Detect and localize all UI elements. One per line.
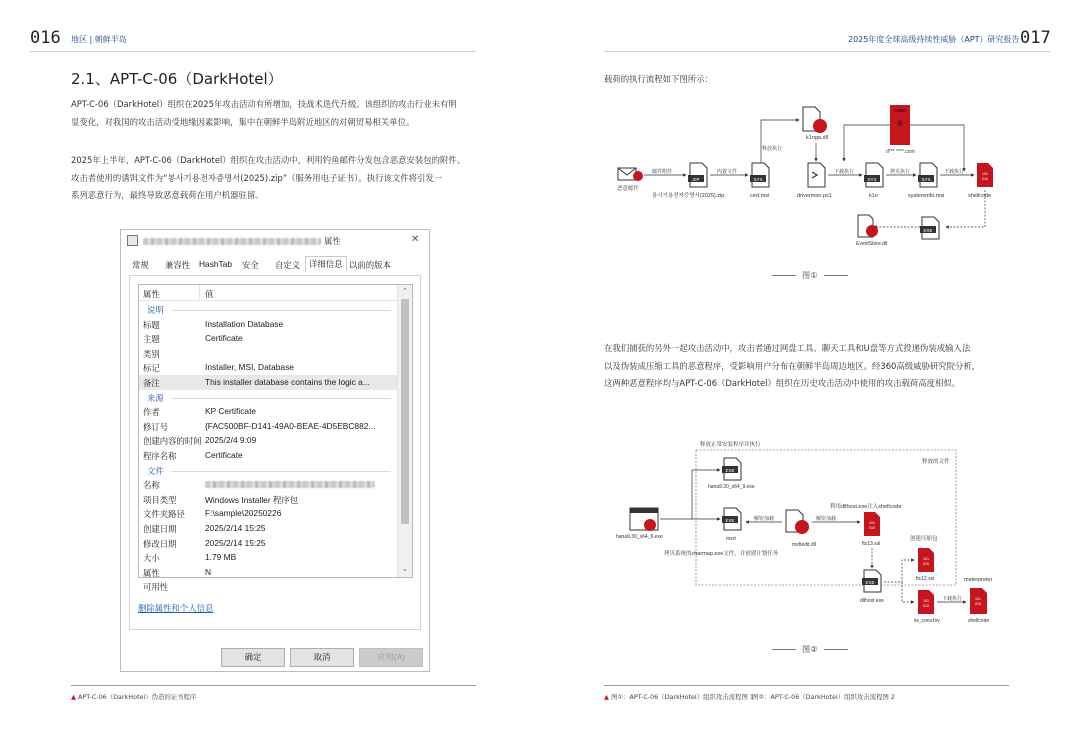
ftc13-label: ftc13.ssl — [862, 541, 881, 547]
property-group-header — [139, 302, 397, 317]
apply-button[interactable]: 应用(A) — [359, 648, 423, 667]
group-divider — [171, 310, 391, 311]
property-row[interactable] — [139, 477, 397, 492]
inject-note: 利用dllhost.exe注入shellcode — [830, 504, 902, 510]
cert-label: cert.msi — [750, 193, 770, 199]
sys-tag-2: SYS — [867, 177, 877, 182]
eventstore-dll-icon — [858, 215, 878, 237]
edge-download-label: 下载执行 — [942, 596, 963, 602]
property-row[interactable] — [139, 492, 397, 507]
ftc12-label: ftc12.ssl — [916, 576, 935, 582]
ok-button[interactable]: 确定 — [221, 648, 285, 667]
tab-previous-versions[interactable]: 以前的版本 — [349, 260, 391, 270]
k1nga-sub-label: 释放执行 — [762, 146, 783, 152]
right-para-line: 这两种恶意程序均与APT-C-06（DarkHotel）组织在历史攻击活动中使用的攻击载荷高度相似。 — [604, 378, 961, 388]
release-exec-label: 释放正常安装程序并执行 — [700, 442, 761, 448]
svg-text:101: 101 — [982, 172, 988, 176]
group-label: 文件 — [147, 465, 164, 476]
edge-server-driver — [844, 125, 890, 161]
k1o-label: k1o — [869, 193, 878, 199]
exe-tag-c: EXE — [865, 580, 875, 585]
edge-to-ftc12 — [884, 560, 914, 582]
edge-unpack-label: 解密加载 — [754, 516, 775, 522]
property-row[interactable] — [139, 346, 397, 361]
property-value: Certificate — [205, 450, 243, 460]
dllhost-label: dllhost.exe — [860, 598, 884, 604]
released-files-label: 释放的文件 — [922, 459, 950, 465]
property-value: Installation Database — [205, 318, 284, 329]
properties-dialog — [120, 229, 430, 672]
scrollbar-thumb[interactable] — [401, 299, 409, 524]
left-footer-caption — [71, 692, 196, 701]
k1nga-dll-icon — [803, 107, 827, 133]
property-row[interactable] — [139, 433, 397, 448]
property-value: 1.79 MB — [205, 552, 237, 563]
property-value: This installer database contains the logic a... — [205, 377, 370, 387]
svg-text:010: 010 — [923, 604, 929, 608]
iwconv-payload-icon — [918, 590, 934, 614]
property-row[interactable] — [139, 404, 397, 419]
scroll-up-icon[interactable]: ⌃ — [402, 288, 408, 295]
right-footer-caption-1 — [604, 692, 754, 701]
remove-properties-link[interactable]: 删除属性和个人信息 — [138, 603, 214, 613]
shellcode-2-label: shellcode — [968, 618, 990, 624]
svg-text:010: 010 — [869, 526, 875, 530]
shellcode-file-icon — [977, 163, 993, 187]
property-name: 名称 — [143, 480, 160, 491]
left-paragraph-2 — [71, 152, 481, 205]
right-header-rule — [604, 51, 1050, 52]
edge-copy-label: 拷贝执行 — [890, 169, 911, 175]
svg-text:101: 101 — [869, 521, 875, 525]
meterpreter-shellcode-icon — [970, 588, 987, 614]
figure-1-caption — [766, 270, 854, 281]
server-label: d*** ****.com — [886, 149, 915, 155]
systeminfo-label: systeminfo.msi — [908, 193, 945, 199]
shellcode-label: shellcode — [968, 193, 992, 199]
property-row[interactable] — [139, 360, 397, 375]
property-name: 修改日期 — [143, 538, 177, 549]
left-para1-line: APT-C-06（DarkHotel）组织在2025年攻击活动有所增加，技战术迭代升级。该组织的攻击行业未有明 — [71, 99, 457, 109]
tab-compatibility[interactable]: 兼容性 — [165, 260, 191, 270]
exe-tag-1: EXE — [923, 228, 933, 233]
property-name: 大小 — [143, 553, 160, 564]
tab-hashtab[interactable]: HashTab — [199, 259, 233, 269]
left-footer-text: APT-C-06（DarkHotel）伪造的证书程序 — [77, 693, 197, 701]
property-name: 主题 — [143, 334, 160, 345]
svg-text:101: 101 — [923, 599, 929, 603]
property-name: 标记 — [143, 363, 160, 374]
property-group-header — [139, 463, 397, 478]
list-scrollbar[interactable] — [397, 285, 412, 577]
meterpreter-label: meterpreter — [964, 577, 993, 583]
msftedit-dll-icon — [786, 510, 809, 534]
sys-tag-3: SYS — [921, 177, 931, 182]
email-icon — [618, 168, 643, 181]
svg-text:010: 010 — [923, 562, 929, 566]
property-name: 创建内容的时间 — [143, 436, 202, 447]
right-footer-caption-2: 图②：APT-C-06（DarkHotel）组织攻击流程图 2 — [752, 693, 895, 701]
left-section-label: 地区 | 朝鲜半岛 — [71, 35, 127, 44]
left-para1-line: 显变化，对我国的攻击活动受地缘因素影响，集中在朝鲜半岛附近地区的对朝贸易相关单位。 — [71, 116, 415, 127]
property-value: KP Certificate — [205, 406, 257, 417]
edge-to-k1nga — [761, 120, 799, 163]
group-divider — [171, 471, 391, 472]
property-name: 可用性 — [143, 582, 169, 593]
property-value: Installer, MSI, Database — [205, 362, 294, 373]
right-footer-text-1: 图①：APT-C-06（DarkHotel）组织攻击流程图 1 — [610, 693, 754, 701]
figure-1-label: 图① — [802, 270, 818, 280]
zip-label: 봉사기용전자증명서(2025).zip — [652, 193, 725, 199]
ftc12-payload-icon — [918, 548, 934, 572]
property-row[interactable] — [139, 550, 397, 565]
right-para-line: 在我们捕获的另外一起攻击活动中，攻击者通过网盘工具、聊天工具和U盘等方式投递伪装成输入法 — [604, 343, 971, 353]
msi-file-icon — [750, 163, 769, 187]
cancel-button[interactable]: 取消 — [290, 648, 354, 667]
scroll-down-icon[interactable]: ⌄ — [402, 566, 408, 573]
property-name: 修订号 — [143, 421, 169, 432]
hana-exe-label: hana9.30_x64_9.exe — [708, 484, 755, 490]
close-icon[interactable]: ✕ — [411, 234, 420, 245]
k1o-file-icon — [864, 163, 883, 187]
property-row[interactable] — [139, 506, 397, 521]
installer-file-icon — [127, 235, 138, 246]
details-panel — [129, 275, 421, 630]
property-row[interactable] — [139, 375, 397, 390]
hana-source-label: hana9.30_x64_9.exe — [616, 534, 663, 540]
property-row[interactable] — [139, 331, 397, 346]
ftc13-payload-icon — [864, 512, 880, 536]
msftedit-label: msftedit.dll — [792, 542, 816, 548]
dialog-titlebar — [121, 230, 429, 252]
tab-details[interactable]: 详细信息 — [305, 256, 347, 272]
column-value[interactable]: 值 — [205, 289, 214, 299]
property-row[interactable] — [139, 565, 397, 580]
caption-triangle-icon: ▲ — [71, 693, 76, 701]
property-row[interactable] — [139, 521, 397, 536]
driver-label: drivermon.ps1 — [797, 193, 832, 199]
hana-installer-icon — [630, 508, 658, 531]
property-row[interactable] — [139, 579, 397, 594]
svg-text:101: 101 — [975, 597, 981, 601]
property-list[interactable] — [138, 284, 413, 593]
left-para2-line: 2025年上半年，APT-C-06（DarkHotel）组织在攻击活动中，利用钓鱼邮件分发包含恶意安装包的附件。 — [71, 155, 466, 165]
property-name: 类别 — [143, 348, 160, 359]
c2-server-icon — [890, 105, 910, 145]
property-value: Certificate — [205, 333, 243, 344]
property-value: {FAC500BF-D141-49A0-BEAE-4D5EBC882... — [205, 420, 376, 431]
redacted-filename — [205, 481, 375, 488]
group-divider — [171, 398, 391, 399]
diagram-intro: 载荷的执行流程如下图所示： — [604, 74, 713, 84]
edge-embedded-label: 内置文件 — [717, 169, 738, 175]
left-para2-line: 攻击者使用的诱饵文件为“봉사기용전자증명서(2025).zip”（服务用电子证书）。执行该文件将引发一 — [71, 172, 443, 183]
property-name: 程序名称 — [143, 451, 177, 461]
email-label: 恶意邮件 — [617, 186, 640, 192]
caption-triangle-icon: ▲ — [604, 693, 609, 701]
property-name: 创建日期 — [143, 524, 177, 534]
dialog-title-redacted — [143, 238, 321, 245]
sys-tag-1: SYS — [753, 177, 763, 182]
zip-file-icon — [688, 163, 707, 187]
property-row[interactable] — [139, 448, 397, 463]
powershell-script-icon — [808, 163, 825, 187]
edge-to-hana-exe — [660, 470, 720, 519]
attack-flow-diagram-2 — [604, 432, 1024, 632]
figure-2-caption — [766, 644, 854, 655]
tab-general[interactable]: 常规 — [132, 260, 149, 270]
exe-tag-b: EXE — [725, 518, 735, 523]
property-name: 项目类型 — [143, 494, 177, 505]
section-heading: 2.1、APT-C-06（DarkHotel） — [71, 70, 283, 88]
tab-security[interactable]: 安全 — [242, 260, 259, 270]
property-name: 属性 — [143, 567, 160, 578]
msrt-label: msrt — [726, 536, 736, 542]
property-name: 标题 — [143, 319, 160, 330]
group-label: 来源 — [147, 392, 164, 403]
edge-attach-label: 邮件附件 — [652, 169, 673, 175]
exe-tag-a: EXE — [725, 468, 735, 473]
property-group-header — [139, 390, 397, 405]
right-paragraph — [604, 340, 1024, 393]
left-para2-line: 系列恶意行为，最终导致恶意载荷在用户机器驻留。 — [71, 190, 264, 200]
property-name: 备注 — [143, 378, 160, 388]
k1nga-label: k1nga.dll — [806, 135, 829, 141]
property-value: F:\sample\20250226 — [205, 508, 282, 519]
svg-text:010: 010 — [982, 177, 988, 181]
left-footer-rule — [71, 685, 476, 686]
attack-flow-diagram-1 — [604, 95, 1024, 255]
property-row[interactable] — [139, 536, 397, 551]
create-zip-label: 创建压缩包 — [910, 536, 938, 542]
iwconv-label: iw_conv.fov — [914, 618, 940, 624]
edge-download-2-label: 下载执行 — [944, 169, 965, 175]
property-value: 2025/2/14 15:25 — [205, 537, 266, 548]
property-row[interactable] — [139, 419, 397, 434]
property-value: N — [205, 566, 212, 577]
dialog-tabs — [129, 259, 419, 275]
property-name: 文件夹路径 — [143, 509, 185, 520]
edge-load-label: 解密加载 — [816, 516, 837, 522]
dialog-title-suffix: 属性 — [324, 236, 341, 246]
column-property[interactable]: 属性 — [143, 289, 160, 299]
property-row[interactable] — [139, 317, 397, 332]
property-name: 作者 — [143, 407, 160, 418]
svg-text:010: 010 — [975, 602, 981, 606]
copy-note: 拷贝系统的charmap.exe文件，并创建计划任务 — [664, 551, 779, 557]
group-label: 说明 — [147, 305, 164, 315]
edge-server-shellcode — [910, 125, 964, 171]
property-value: 2025/2/14 15:25 — [205, 523, 266, 533]
left-paragraph-1 — [71, 96, 481, 131]
property-value: 2025/2/4 9:09 — [205, 435, 257, 446]
systeminfo-msi-icon — [918, 163, 937, 187]
edge-download-1-label: 下载执行 — [834, 169, 855, 175]
tab-custom[interactable]: 自定义 — [275, 260, 301, 270]
right-footer-rule — [604, 685, 1009, 686]
right-page-number: 017 — [1020, 28, 1051, 48]
column-divider — [199, 285, 200, 301]
property-value — [205, 479, 389, 489]
property-value: Windows Installer 程序包 — [205, 494, 299, 505]
zip-tag: ZIP — [692, 177, 700, 182]
right-para-line: 以及伪装成压缩工具的恶意程序，受影响用户分布在朝鲜半岛周边地区。经360高级威胁研究院分析， — [604, 360, 981, 371]
eventstore-label: EventStore.dll — [856, 241, 888, 247]
svg-text:101: 101 — [923, 557, 929, 561]
property-list-header — [139, 285, 397, 301]
figure-2-label: 图② — [802, 644, 818, 654]
left-page-number: 016 — [30, 28, 61, 48]
left-header-rule — [30, 51, 476, 52]
report-title: 2025年度全球高级持续性威胁（APT）研究报告 — [848, 35, 1020, 44]
